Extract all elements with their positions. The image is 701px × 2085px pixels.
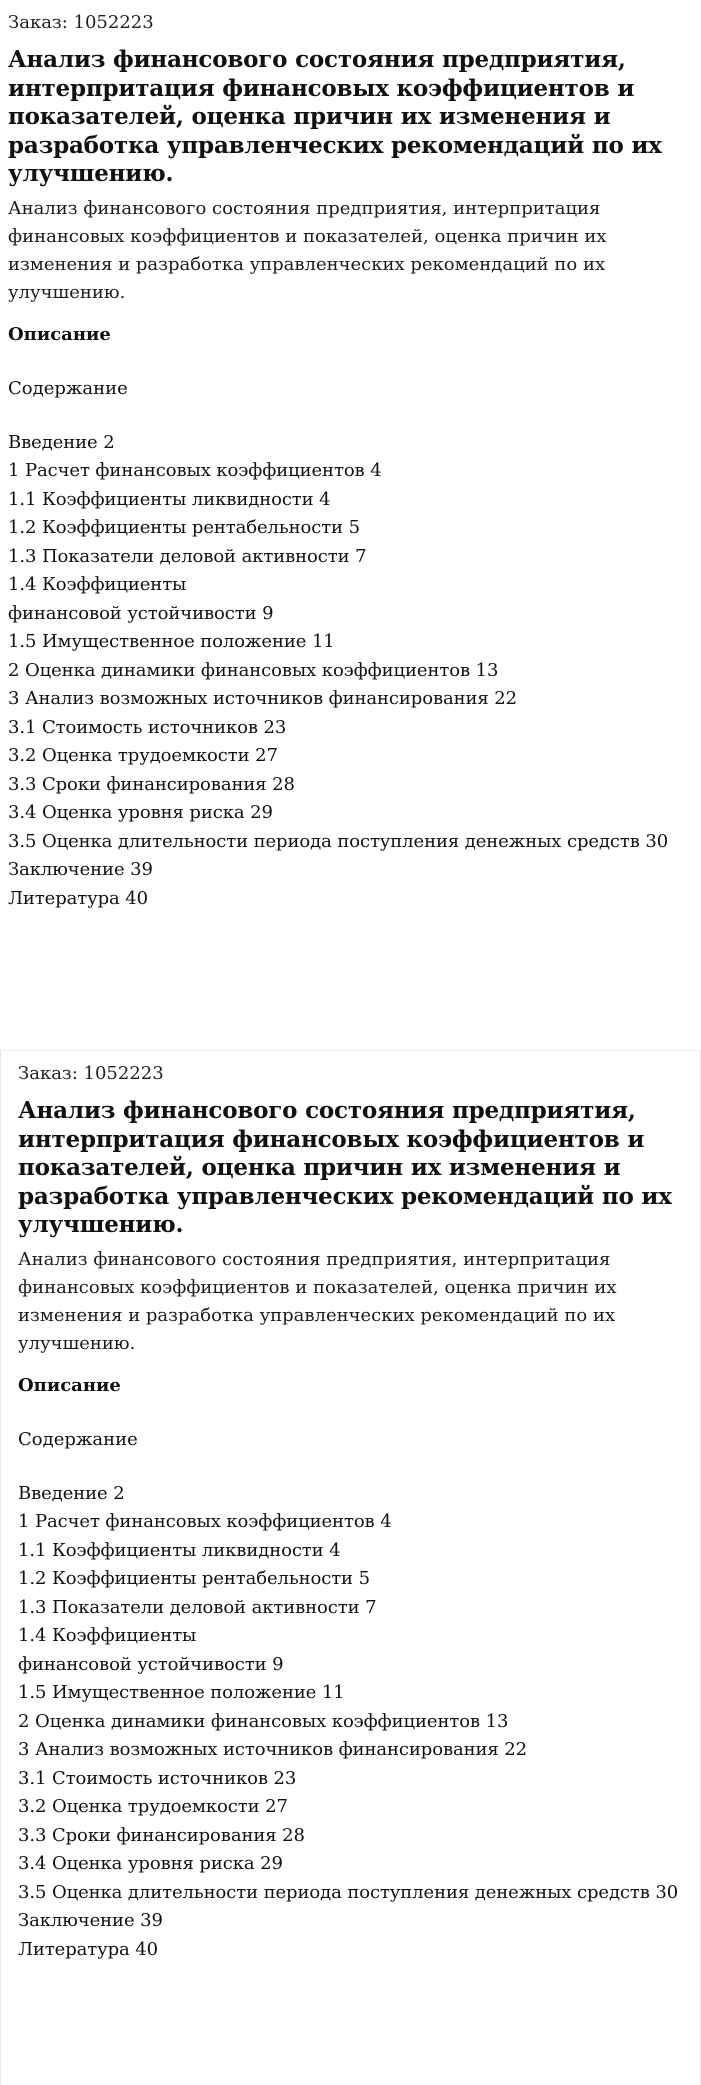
toc-title: Содержание: [18, 1428, 138, 1450]
toc-item: 3.4 Оценка уровня риска 29: [18, 1853, 283, 1874]
lead-paragraph: Анализ финансового состояния предприятия, интерпритация финансовых коэффициентов и показателей, оценка причин их изменения и разработка управленческих рекомендаций по их улучшению.: [8, 197, 607, 303]
toc-item: 3.1 Стоимость источников 23: [18, 1767, 297, 1789]
table-of-contents: [18, 1480, 690, 1965]
toc-item: 3 Анализ возможных источников финансирования 22: [18, 1739, 527, 1760]
toc-item: 1 Расчет финансовых коэффициентов 4: [8, 460, 382, 481]
toc-item: Заключение 39: [8, 859, 153, 880]
toc-item: Введение 2: [18, 1482, 125, 1504]
toc-item: 1.1 Коэффициенты ликвидности 4: [8, 488, 331, 510]
toc-item: 3 Анализ возможных источников финансирования 22: [8, 688, 517, 709]
toc-item: Литература 40: [8, 887, 149, 909]
description-heading: Описание: [8, 323, 111, 345]
page-title: Анализ финансового состояния предприятия, интерпритация финансовых коэффициентов и показателей, оценка причин их изменения и разработка управленческих рекомендаций по их улучшению.: [8, 46, 662, 187]
toc-item: 3.4 Оценка уровня риска 29: [8, 802, 273, 823]
toc-item: Введение 2: [8, 431, 115, 453]
toc-item: финансовой устойчивости 9: [18, 1653, 284, 1675]
lead-paragraph: Анализ финансового состояния предприятия, интерпритация финансовых коэффициентов и показателей, оценка причин их изменения и разработка управленческих рекомендаций по их улучшению.: [18, 1248, 617, 1354]
toc-item: 1.5 Имущественное положение 11: [18, 1682, 345, 1703]
toc-item: 3.2 Оценка трудоемкости 27: [18, 1796, 288, 1817]
toc-item: 1.4 Коэффициенты: [18, 1625, 197, 1646]
toc-item: Заключение 39: [18, 1910, 163, 1931]
toc-title: Содержание: [8, 377, 128, 399]
toc-item: 2 Оценка динамики финансовых коэффициентов 13: [8, 659, 499, 681]
content-block-top: [0, 0, 701, 913]
toc-item: 3.5 Оценка длительности периода поступления денежных средств 30: [18, 1881, 679, 1903]
toc-item: 1 Расчет финансовых коэффициентов 4: [18, 1511, 392, 1532]
toc-item: 1.4 Коэффициенты: [8, 574, 187, 595]
toc-item: 1.3 Показатели деловой активности 7: [18, 1596, 377, 1618]
toc-item: 1.5 Имущественное положение 11: [8, 631, 335, 652]
toc-item: 3.1 Стоимость источников 23: [8, 716, 287, 738]
toc-item: 1.2 Коэффициенты рентабельности 5: [18, 1568, 370, 1589]
content-block-bottom: [0, 1050, 701, 2085]
toc-item: 1.3 Показатели деловой активности 7: [8, 545, 367, 567]
toc-item: Литература 40: [18, 1938, 159, 1960]
toc-item: 1.2 Коэффициенты рентабельности 5: [8, 517, 360, 538]
toc-item: 2 Оценка динамики финансовых коэффициентов 13: [18, 1710, 509, 1732]
toc-item: 3.3 Сроки финансирования 28: [8, 773, 295, 795]
description-heading: Описание: [18, 1374, 121, 1396]
toc-item: 3.3 Сроки финансирования 28: [18, 1824, 305, 1846]
page-title: Анализ финансового состояния предприятия, интерпритация финансовых коэффициентов и показателей, оценка причин их изменения и разработка управленческих рекомендаций по их улучшению.: [18, 1097, 672, 1238]
order-number: Заказ: 1052223: [8, 12, 154, 33]
toc-item: 3.2 Оценка трудоемкости 27: [8, 745, 278, 766]
table-of-contents: [8, 429, 693, 914]
toc-item: финансовой устойчивости 9: [8, 602, 274, 624]
toc-item: 1.1 Коэффициенты ликвидности 4: [18, 1539, 341, 1561]
order-number: Заказ: 1052223: [18, 1063, 164, 1084]
toc-item: 3.5 Оценка длительности периода поступления денежных средств 30: [8, 830, 669, 852]
